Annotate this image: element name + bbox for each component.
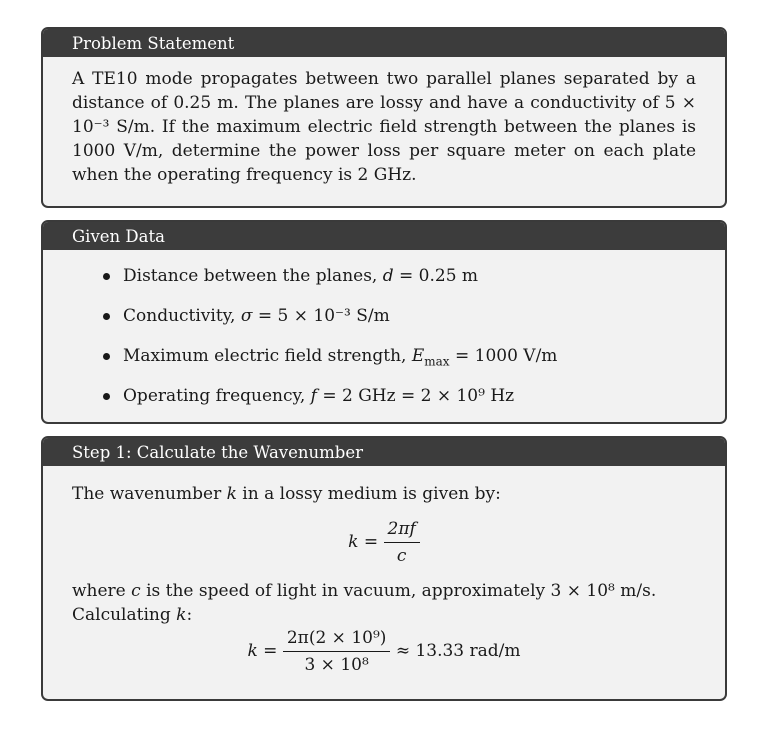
- wavenumber-calculation: k = $\frac{\text{2π(2 × 10⁹)}}{\text{3 × 10⁸}}$ ≈ 13.33 rad/m: [72, 625, 696, 678]
- given-data-header: Given Data: [43, 222, 725, 250]
- problem-statement-text: A TE10 mode propagates between two parallel planes separated by a distance of 0.25 m. The planes are lossy and have a conductivity of 5 × 10⁻³ S/m. If the maximum electric field strength between the planes is 1000 V/m, determine the power loss per square meter on each plate when the operating frequency is 2 GHz.: [72, 69, 696, 185]
- step1-body: [43, 466, 725, 678]
- problem-statement-box: [41, 27, 727, 208]
- given-data-list: [72, 256, 696, 416]
- formula-fraction: $\frac{2\pi f}{c}$: [384, 516, 420, 569]
- step1-where-text: where c is the speed of light in vacuum, approximately 3 × 10⁸ m/s.: [72, 581, 657, 601]
- given-item-conductivity: Conductivity, σ = 5 × 10⁻³ S/m: [72, 296, 696, 336]
- problem-statement-header: Problem Statement: [43, 29, 725, 57]
- calculation-fraction: $\frac{\text{2π(2 × 10⁹)}}{\text{3 × 10⁸}}$: [283, 625, 391, 678]
- wavenumber-formula: k = $\frac{2\pi f}{c}$: [72, 516, 696, 569]
- given-data-body: [43, 250, 725, 416]
- given-item-frequency: Operating frequency, f = 2 GHz = 2 × 10⁹ Hz: [72, 376, 696, 416]
- given-item-field-strength: Maximum electric field strength, $E_{max} = 1000$ V/m: [72, 336, 696, 376]
- step1-intro: The wavenumber k in a lossy medium is given by:: [72, 484, 501, 504]
- step1-header: Step 1: Calculate the Wavenumber: [43, 438, 725, 466]
- step1-calculating-text: Calculating k:: [72, 605, 193, 625]
- step1-box: [41, 436, 727, 701]
- given-data-box: [41, 220, 727, 424]
- given-item-distance: Distance between the planes, d = 0.25 m: [72, 256, 696, 296]
